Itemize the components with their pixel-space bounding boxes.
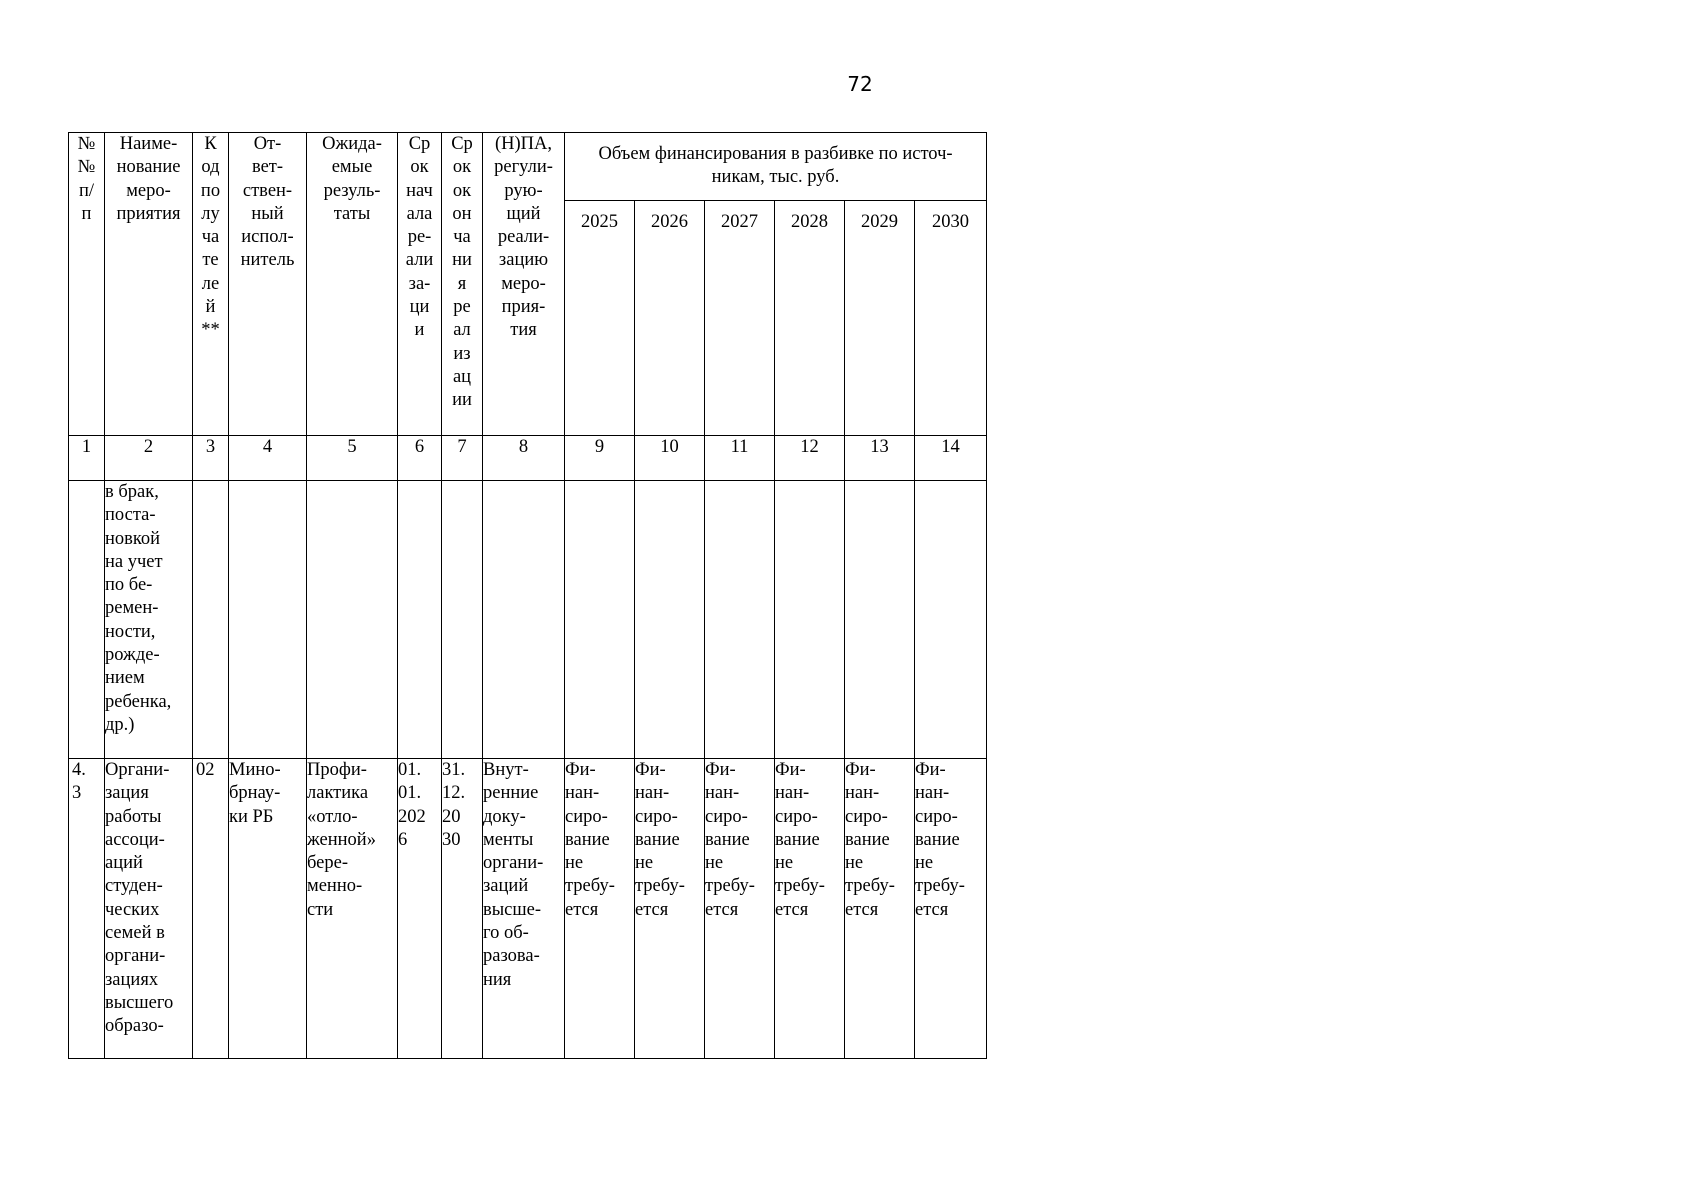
column-number: 9: [565, 436, 635, 481]
table-row-continued: [69, 481, 987, 759]
header-executor: От- вет- ствен- ный испол- нитель: [229, 133, 307, 436]
row-end-date: 31. 12. 20 30: [442, 759, 483, 1059]
header-funding: Объем финансирования в разбивке по источ- никам, тыс. руб.: [565, 133, 987, 201]
table-cell: [565, 481, 635, 759]
row-executor: Мино- брнау- ки РБ: [229, 759, 307, 1059]
header-year: 2027: [705, 201, 775, 436]
row-results: Профи- лактика «отло- женной» бере- менно- сти: [307, 759, 398, 1059]
header-row: [69, 133, 987, 201]
header-name: Наиме- нование меро- приятия: [105, 133, 193, 436]
column-numbers-row: [69, 436, 987, 481]
header-year: 2026: [635, 201, 705, 436]
column-number: 3: [193, 436, 229, 481]
row-funding-2026: Фи- нан- сиро- вание не требу- ется: [635, 759, 705, 1059]
column-number: 8: [483, 436, 565, 481]
column-number: 14: [915, 436, 987, 481]
row-funding-2027: Фи- нан- сиро- вание не требу- ется: [705, 759, 775, 1059]
row-funding-2029: Фи- нан- сиро- вание не требу- ется: [845, 759, 915, 1059]
header-no: № № п/ п: [69, 133, 105, 436]
column-number: 1: [69, 436, 105, 481]
row-continued-name: в брак, поста- новкой на учет по бе- ремен- ности, рожде- нием ребенка, др.): [105, 481, 193, 759]
action-plan-table: [68, 132, 987, 1059]
table-cell: [775, 481, 845, 759]
table-cell: [193, 481, 229, 759]
column-number: 6: [398, 436, 442, 481]
table-cell: [845, 481, 915, 759]
column-number: 5: [307, 436, 398, 481]
row-funding-2025: Фи- нан- сиро- вание не требу- ется: [565, 759, 635, 1059]
table-cell: [69, 481, 105, 759]
header-npa: (Н)ПА, регули- рую- щий реали- зацию меро- прия- тия: [483, 133, 565, 436]
table-row-4-3: [69, 759, 987, 1059]
header-code: К од по лу ча те ле й **: [193, 133, 229, 436]
column-number: 13: [845, 436, 915, 481]
table-cell: [442, 481, 483, 759]
column-number: 11: [705, 436, 775, 481]
header-results: Ожида- емые резуль- таты: [307, 133, 398, 436]
column-number: 7: [442, 436, 483, 481]
column-number: 4: [229, 436, 307, 481]
row-funding-2028: Фи- нан- сиро- вание не требу- ется: [775, 759, 845, 1059]
header-year: 2025: [565, 201, 635, 436]
column-number: 10: [635, 436, 705, 481]
table-cell: [915, 481, 987, 759]
header-year: 2028: [775, 201, 845, 436]
row-code: 02: [193, 759, 229, 1059]
row-funding-2030: Фи- нан- сиро- вание не требу- ется: [915, 759, 987, 1059]
header-start-date: Ср ок нач ала ре- али за- ци и: [398, 133, 442, 436]
page-number: 72: [847, 72, 873, 96]
column-number: 2: [105, 436, 193, 481]
table-cell: [483, 481, 565, 759]
table-cell: [635, 481, 705, 759]
table-cell: [229, 481, 307, 759]
header-year: 2029: [845, 201, 915, 436]
row-name: Органи- зация работы ассоци- аций студен- ческих семей в органи- зациях высшего образо-: [105, 759, 193, 1059]
header-year: 2030: [915, 201, 987, 436]
row-number: 4. 3: [69, 759, 105, 1059]
table-cell: [398, 481, 442, 759]
row-npa: Внут- ренние доку- менты органи- заций высше- го об- разова- ния: [483, 759, 565, 1059]
header-end-date: Ср ок ок он ча ни я ре ал из ац ии: [442, 133, 483, 436]
column-number: 12: [775, 436, 845, 481]
table-cell: [705, 481, 775, 759]
table-cell: [307, 481, 398, 759]
row-start-date: 01. 01. 202 6: [398, 759, 442, 1059]
